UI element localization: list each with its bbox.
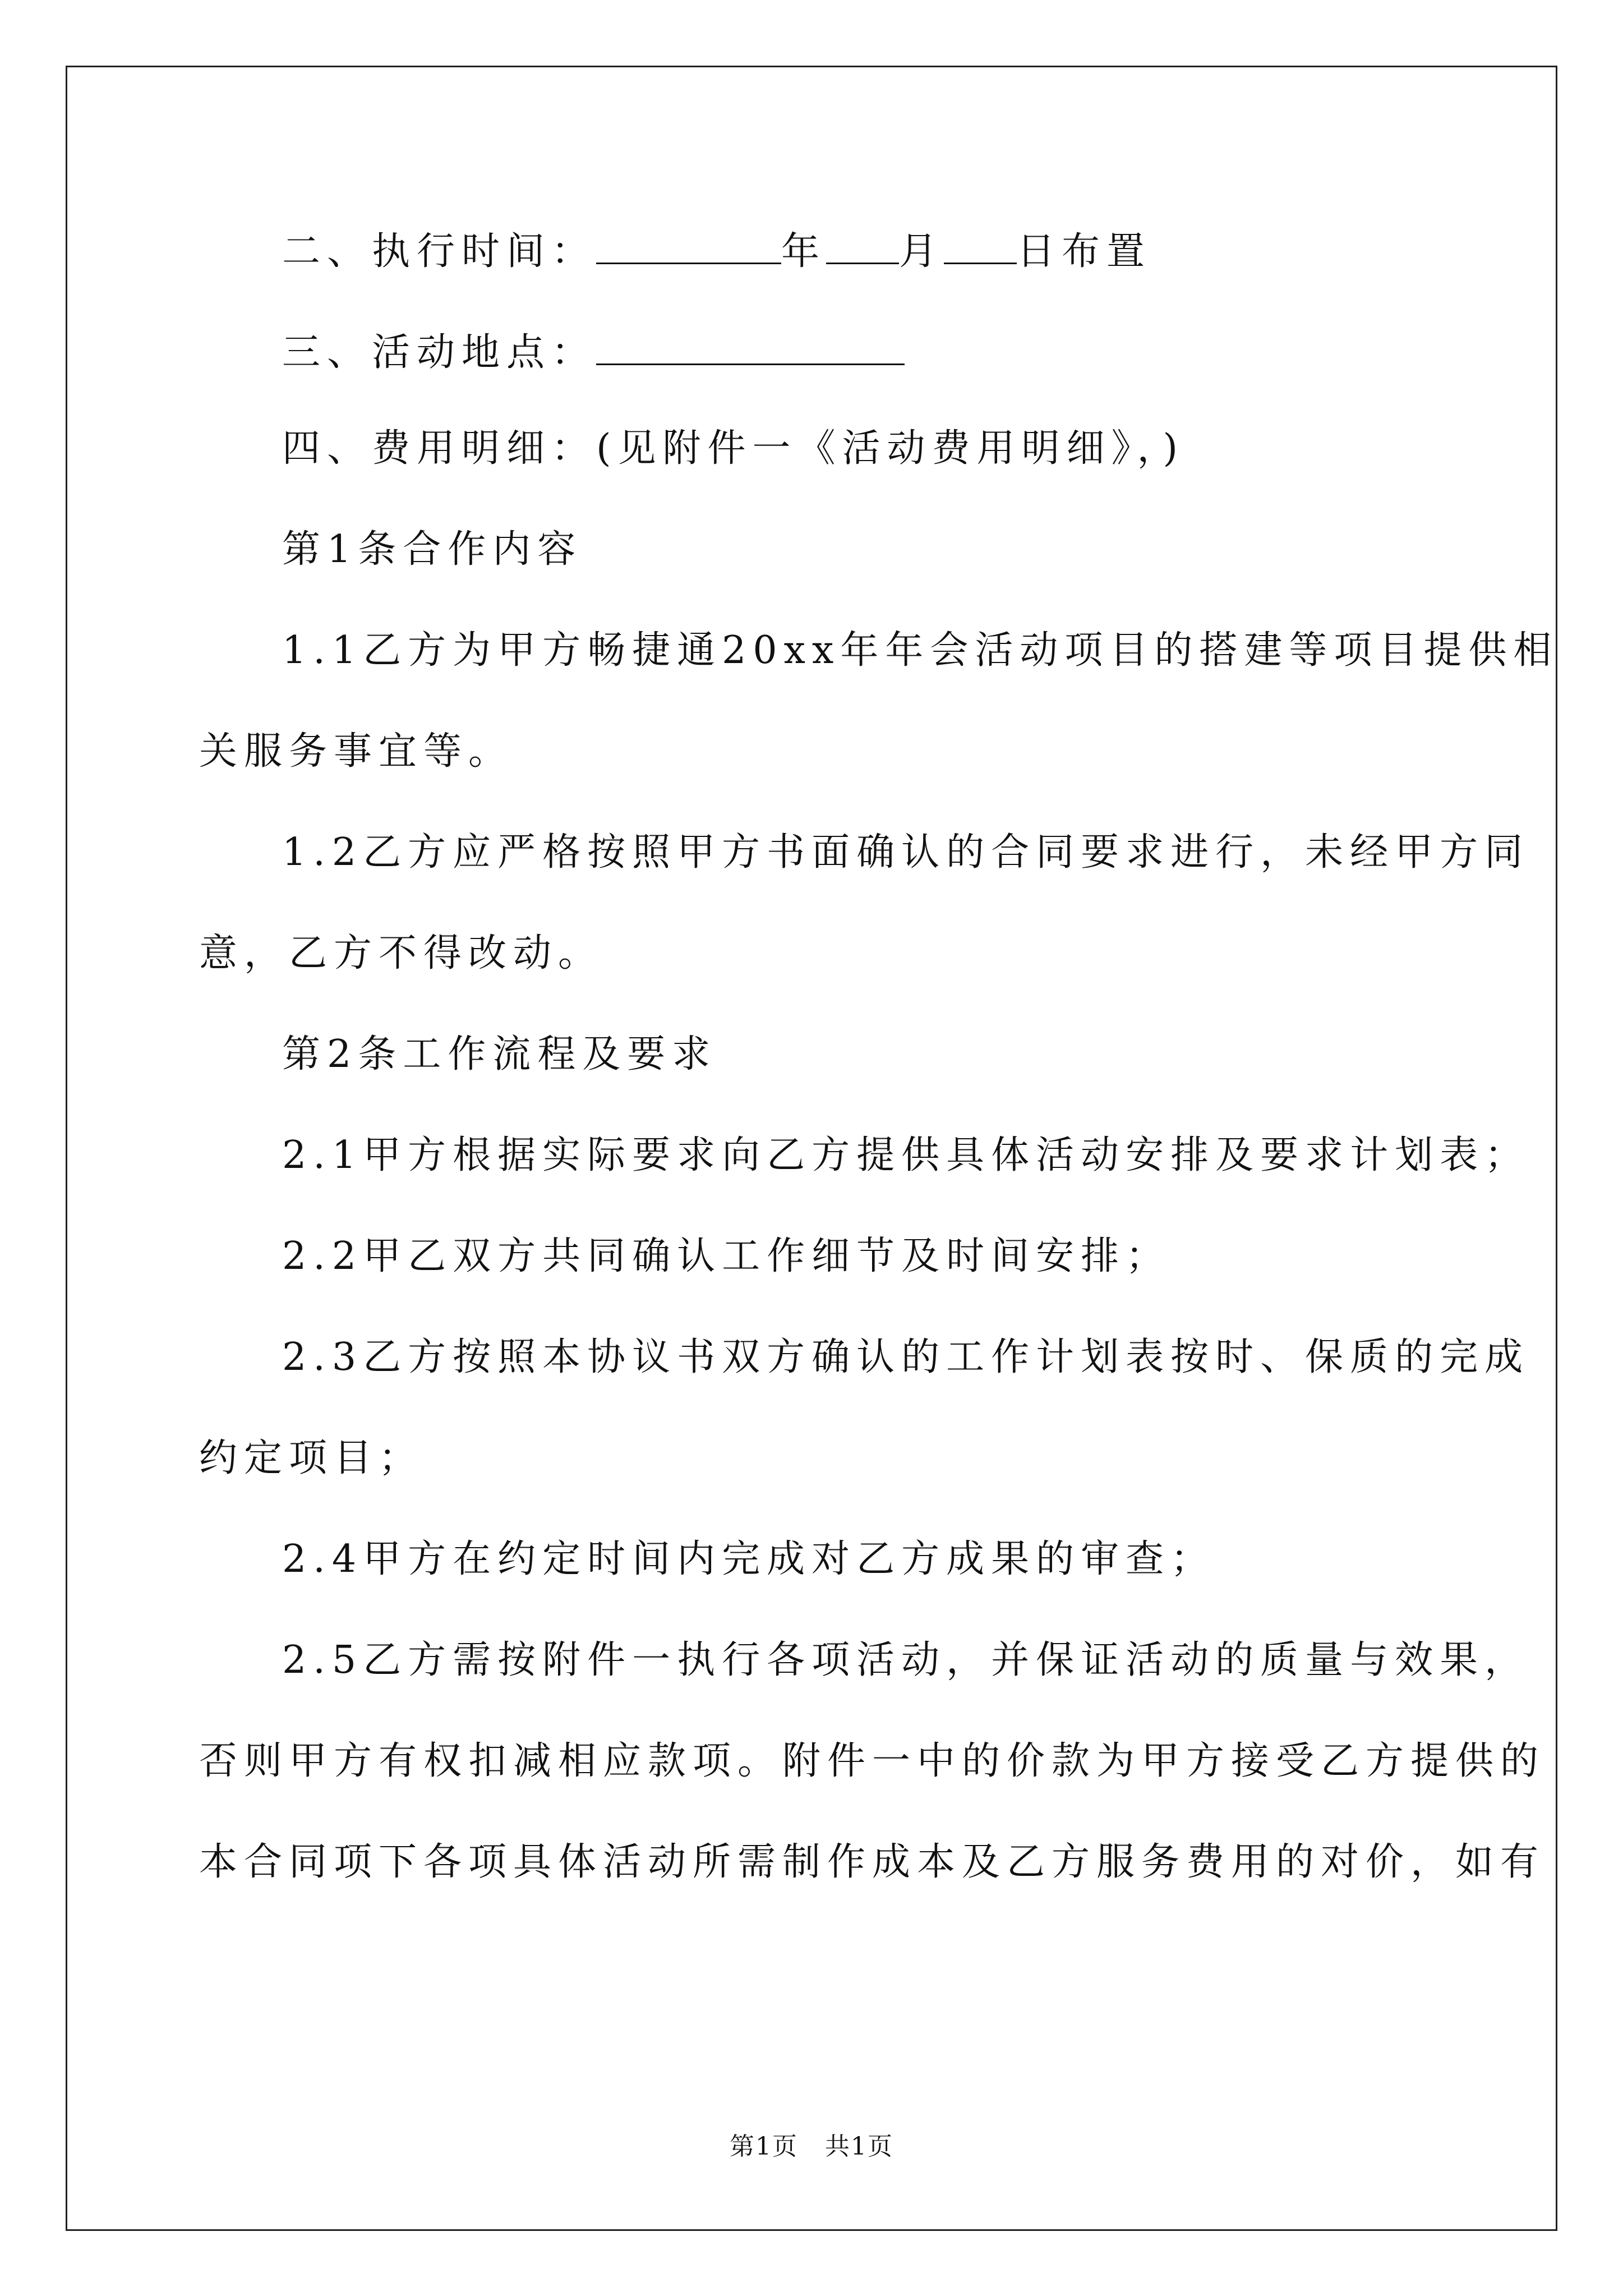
clause-2-2: 2.2甲乙双方共同确认工作细节及时间安排； — [282, 1234, 1171, 1278]
clause-1-1-line-1: 1.1乙方为甲方畅捷通20xx年年会活动项目的搭建等项目提供相 — [282, 628, 1559, 673]
clause-2-4: 2.4甲方在约定时间内完成对乙方成果的审查； — [282, 1537, 1216, 1581]
year-blank — [596, 224, 781, 264]
execution-time-label: 二、执行时间： — [282, 229, 597, 274]
month-blank — [826, 224, 899, 264]
clause-1-2-line-1: 1.2乙方应严格按照甲方书面确认的合同要求进行，未经甲方同 — [282, 830, 1530, 875]
execution-time-line — [199, 224, 1433, 325]
venue-blank — [596, 325, 905, 365]
clause-1-2-line-2: 意，乙方不得改动。 — [199, 931, 603, 976]
clause-2-5-line-2: 否则甲方有权扣减相应款项。附件一中的价款为甲方接受乙方提供的 — [199, 1739, 1546, 1783]
clause-2-3-line-1: 2.3乙方按照本协议书双方确认的工作计划表按时、保质的完成 — [282, 1335, 1530, 1379]
clause-2-3-line-2: 约定项目； — [199, 1436, 424, 1480]
venue-label: 三、活动地点： — [282, 330, 597, 375]
document-body — [199, 224, 1559, 1941]
month-label: 月 — [899, 229, 944, 274]
page-number-total: 共1页 — [824, 2132, 893, 2161]
clause-1-1-line-2: 关服务事宜等。 — [199, 729, 514, 774]
day-label: 日布置 — [1017, 229, 1152, 274]
cost-line: 四、费用明细：(见附件一《活动费用明细》，) — [282, 426, 1185, 471]
venue-line — [199, 325, 1433, 426]
page-footer — [0, 2126, 1623, 2162]
day-blank — [944, 224, 1017, 264]
year-label: 年 — [781, 229, 827, 274]
clause-2-5-line-3: 本合同项下各项具体活动所需制作成本及乙方服务费用的对价，如有 — [199, 1840, 1546, 1884]
clause-2-5-line-1: 2.5乙方需按附件一执行各项活动，并保证活动的质量与效果， — [282, 1638, 1530, 1682]
article-2-title: 第2条工作流程及要求 — [282, 1032, 717, 1076]
page-number-current: 第1页 — [730, 2132, 799, 2161]
article-1-title: 第1条合作内容 — [282, 527, 583, 572]
clause-2-1: 2.1甲方根据实际要求向乙方提供具体活动安排及要求计划表； — [282, 1133, 1530, 1177]
